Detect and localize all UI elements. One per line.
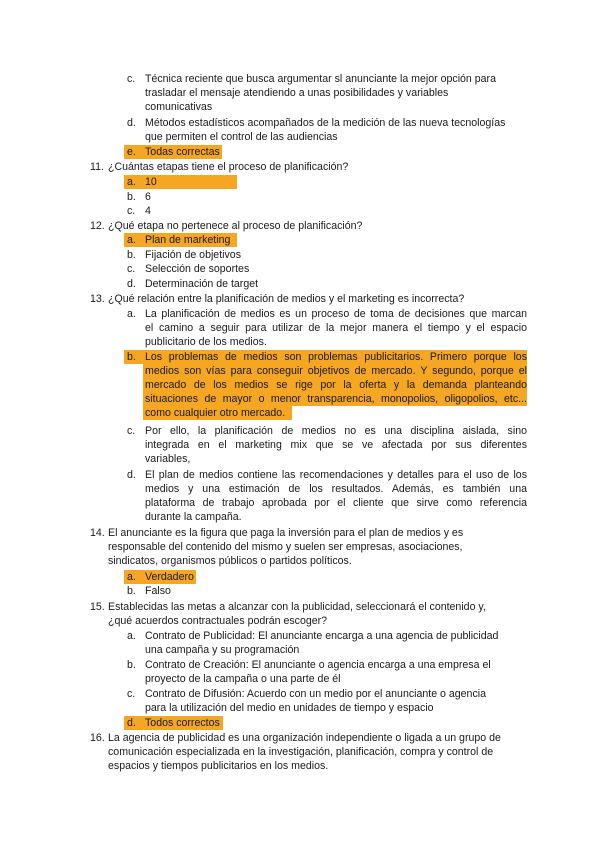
option-text: La planificación de medios es un proceso de toma de decisiones que marcan: [145, 308, 527, 320]
option-letter: b.: [127, 659, 136, 671]
option-text: integrada en el marketing mix que se ve afectada por sus diferentes: [145, 439, 527, 451]
question-text: sindicatos, organismos públicos o partidos políticos.: [108, 555, 352, 567]
correct-answer-text: 10: [145, 176, 157, 188]
correct-answer-text: como cualquier otro mercado.: [145, 407, 286, 419]
option-text: el camino a seguir para utilizar de la mejor manera el tiempo y el espacio: [145, 322, 527, 334]
correct-answer-text: Plan de marketing: [145, 234, 231, 246]
correct-answer-text: Verdadero: [145, 571, 194, 583]
option-text: Fijación de objetivos: [145, 249, 241, 261]
correct-answer-text: medios son vías para conseguir objetivos de mercado. Y segundo, porque el: [145, 365, 527, 377]
option-text: trasladar el mensaje atendiendo a unas posibilidades y variables: [145, 87, 449, 99]
option-letter: c.: [127, 425, 136, 437]
option-letter: a.: [127, 176, 136, 188]
correct-answer-text: situaciones de mayor o menor transparencia, monopolios, oligopolios, etc...: [145, 393, 527, 405]
option-letter: c.: [127, 205, 136, 217]
question-text: ¿Qué relación entre la planificación de medios y el marketing es incorrecta?: [108, 293, 465, 305]
option-text: Determinación de target: [145, 278, 259, 290]
question-text: comunicación especializada en la investigación, planificación, compra y control de: [108, 746, 494, 758]
question-number: 11.: [90, 161, 104, 173]
question-text: Establecidas las metas a alcanzar con la publicidad, seleccionará el contenido y,: [108, 601, 486, 613]
option-text: plataforma de trabajo aprobada por el cliente que sirve como referencia: [145, 497, 527, 509]
option-letter: a.: [127, 630, 136, 642]
question-text: espacios y tiempos publicitarios en los medios.: [108, 760, 329, 772]
option-text: Métodos estadísticos acompañados de la medición de las nueva tecnologías: [145, 117, 506, 129]
option-text: Falso: [145, 585, 171, 597]
option-letter: d.: [127, 278, 136, 290]
option-letter: a.: [127, 234, 136, 246]
option-text: variables,: [145, 453, 191, 465]
option-letter: d.: [127, 469, 136, 481]
option-text: El plan de medios contiene las recomendaciones y detalles para el uso de los: [145, 469, 527, 481]
option-letter: b.: [127, 191, 136, 203]
option-text: Selección de soportes: [145, 263, 250, 275]
option-letter: c.: [127, 263, 136, 275]
correct-answer-text: Los problemas de medios son problemas publicitarios. Primero porque los: [145, 351, 527, 363]
correct-answer-text: Todos correctos: [145, 717, 220, 729]
question-text: ¿qué acuerdos contractuales podrán escoger?: [108, 615, 328, 627]
correct-answer-text: mercado de los medios se rige por la oferta y la demanda planteando: [145, 379, 527, 391]
option-letter: a.: [127, 308, 136, 320]
answer-highlight: [124, 175, 237, 189]
option-letter: e.: [127, 146, 136, 158]
option-text: para la utilización del medio en unidades de tiempo y espacio: [145, 702, 434, 714]
question-number: 16.: [90, 732, 105, 744]
question-text: ¿Cuántas etapas tiene el proceso de planificación?: [108, 161, 349, 173]
option-letter: c.: [127, 73, 136, 85]
option-text: durante la campaña.: [145, 511, 242, 523]
option-text: que permiten el control de las audiencias: [145, 131, 338, 143]
question-text: ¿Qué etapa no pertenece al proceso de planificación?: [108, 220, 363, 232]
option-letter: d.: [127, 117, 136, 129]
option-letter: b.: [127, 249, 136, 261]
option-text: Por ello, la planificación de medios no es una disciplina aislada, sino: [145, 425, 527, 437]
question-text: La agencia de publicidad es una organización independiente o ligada a un grupo de: [108, 732, 501, 744]
option-letter: d.: [127, 717, 136, 729]
option-text: medios y una estimación de los resultados. Además, es también una: [145, 483, 527, 495]
option-text: 4: [145, 205, 151, 217]
question-text: El anunciante es la figura que paga la inversión para el plan de medios y es: [108, 527, 464, 539]
option-text: proyecto de la campaña o una parte de él: [145, 673, 341, 685]
option-text: Contrato de Difusión: Acuerdo con un medio por el anunciante o agencia: [145, 688, 486, 700]
option-text: Contrato de Publicidad: El anunciante encarga a una agencia de publicidad: [145, 630, 499, 642]
option-text: publicitario de los medios.: [145, 336, 267, 348]
question-number: 12.: [90, 220, 105, 232]
question-number: 13.: [90, 293, 105, 305]
option-text: una campaña y su programación: [145, 644, 300, 656]
question-number: 14.: [90, 527, 105, 539]
option-letter: b.: [127, 351, 136, 363]
question-text: responsable del contenido del mismo y suelen ser empresas, asociaciones,: [108, 541, 463, 553]
option-letter: a.: [127, 571, 136, 583]
option-text: Técnica reciente que busca argumentar sl anunciante la mejor opción para: [145, 73, 496, 85]
correct-answer-text: Todas correctas: [145, 146, 220, 158]
option-text: comunicativas: [145, 101, 213, 113]
option-letter: c.: [127, 688, 136, 700]
option-text: Contrato de Creación: El anunciante o agencia encarga a una empresa el: [145, 659, 491, 671]
option-text: 6: [145, 191, 151, 203]
question-number: 15.: [90, 601, 105, 613]
option-letter: b.: [127, 585, 136, 597]
